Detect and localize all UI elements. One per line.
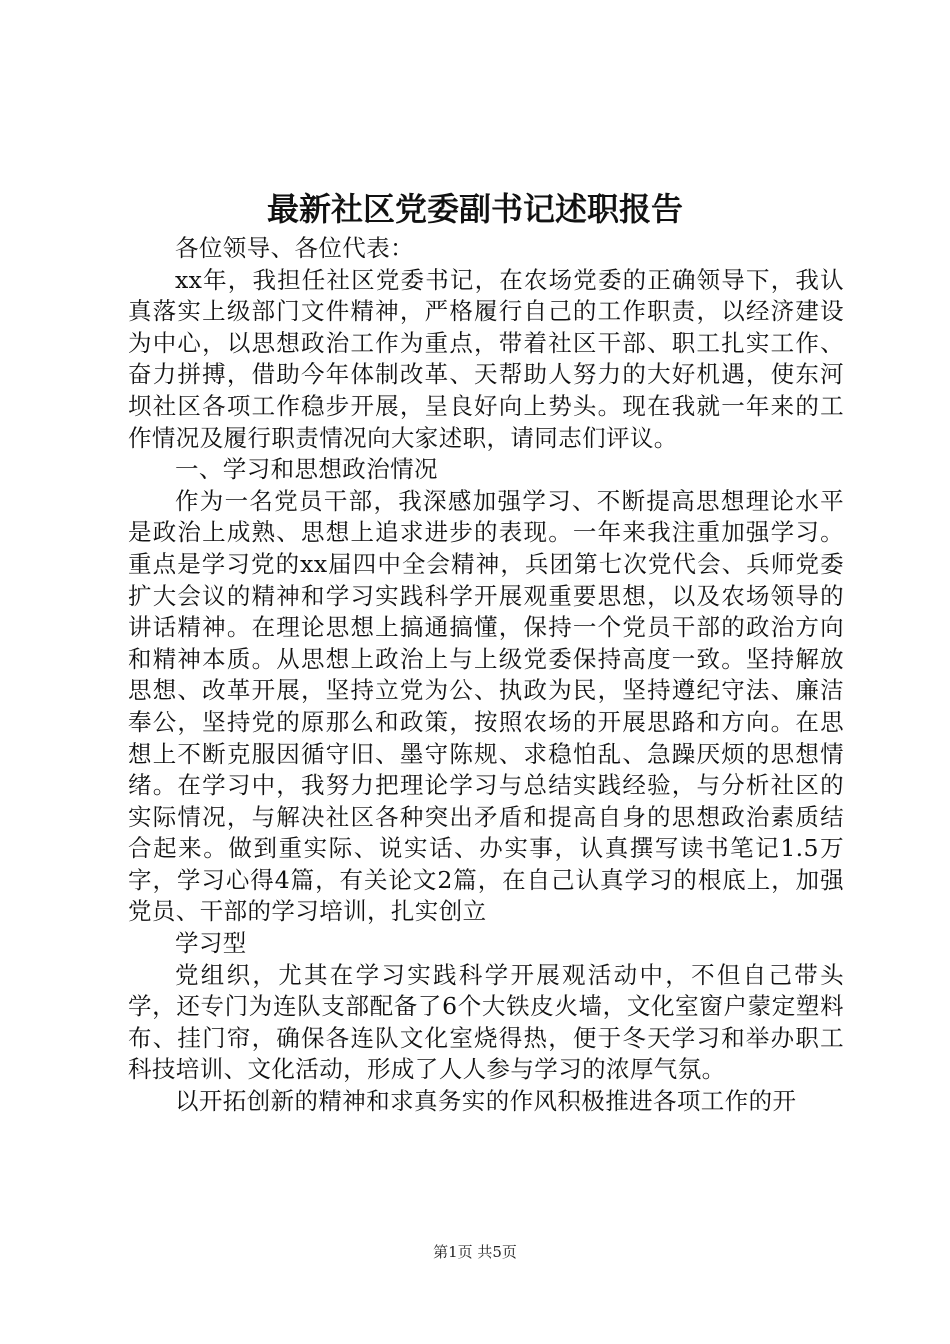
page-footer: 第1页 共5页: [433, 1243, 517, 1261]
innovation-paragraph: 以开拓创新的精神和求真务实的作风积极推进各项工作的开: [175, 1087, 797, 1116]
study-type-line: 学习型: [175, 929, 247, 958]
document-body: [128, 233, 844, 1118]
study-paragraph: 作为一名党员干部，我深感加强学习、不断提高思想理论水平是政治上成熟、思想上追求进步的表现。一年来我注重加强学习。重点是学习党的xx届四中全会精神，兵团第七次党代会、兵师党委扩大会议的精神和学习实践科学开展观重要思想，以及农场领导的讲话精神。在理论思想上搞通搞懂，保持一个党员干部的政治方向和精神本质。从思想上政治上与上级党委保持高度一致。坚持解放思想、改革开展，坚持立党为公、执政为民，坚持遵纪守法、廉洁奉公，坚持党的原那么和政策，按照农场的开展思路和方向。在思想上不断克服因循守旧、墨守陈规、求稳怕乱、急躁厌烦的思想情绪。在学习中，我努力把理论学习与总结实践经验，与分析社区的实际情况，与解决社区各种突出矛盾和提高自身的思想政治素质结合起来。做到重实际、说实话、办实事，认真撰写读书笔记1.5万字，学习心得4篇，有关论文2篇，在自己认真学习的根底上，加强党员、干部的学习培训，扎实创立: [128, 486, 844, 926]
section-heading: 一、学习和思想政治情况: [175, 455, 438, 484]
intro-paragraph: xx年，我担任社区党委书记，在农场党委的正确领导下，我认真落实上级部门文件精神，严格履行自己的工作职责，以经济建设为中心，以思想政治工作为重点，带着社区干部、职工扎实工作、奋力拼搏，借助今年体制改革、天帮助人努力的大好机遇，使东河坝社区各项工作稳步开展，呈良好向上势头。现在我就一年来的工作情况及履行职责情况向大家述职，请同志们评议。: [128, 265, 844, 452]
salutation-paragraph: 各位领导、各位代表：: [175, 234, 414, 262]
document-title: 最新社区党委副书记述职报告: [266, 190, 683, 228]
party-organization-paragraph: 党组织，尤其在学习实践科学开展观活动中，不但自己带头学，还专门为连队支部配备了6个大铁皮火墙，文化室窗户蒙定塑料布、挂门帘，确保各连队文化室烧得热，便于冬天学习和举办职工科技培训、文化活动，形成了人人参与学习的浓厚气氛。: [128, 960, 844, 1084]
